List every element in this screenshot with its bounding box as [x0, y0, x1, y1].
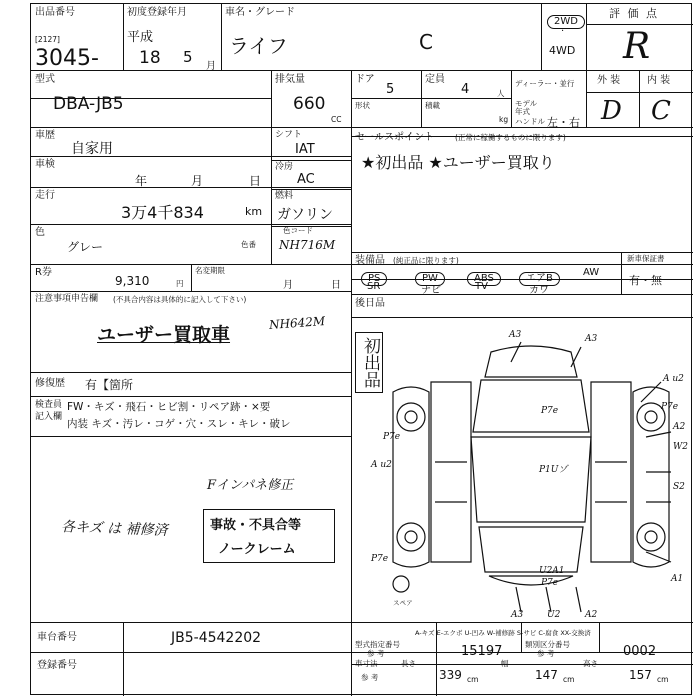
rating-label: 評 価 点	[609, 7, 659, 20]
rating-int: C	[651, 96, 671, 126]
len-unit: cm	[467, 675, 479, 684]
sales-label: セールスポイント	[355, 132, 435, 143]
notes-sub: (不具合内容は具体的に記入して下さい)	[113, 295, 247, 304]
warranty-label: 新車保証書	[627, 254, 665, 263]
usage-label: 車歴	[35, 130, 55, 141]
mark-18: P7e	[541, 578, 559, 588]
inspector-label2: 記入欄	[35, 412, 63, 422]
chassis-label: 車台番号	[37, 632, 77, 643]
equip-abs: ABS	[467, 266, 501, 286]
first-reg-year: 18	[139, 48, 161, 68]
mark-6: S2	[673, 482, 685, 492]
mark-13: P7e	[383, 432, 401, 442]
first-reg-label: 初度登録年月	[127, 7, 187, 18]
color-code: NH716M	[279, 238, 336, 252]
equip-sr: SR	[367, 281, 381, 292]
inspection-day-unit: 日	[249, 174, 262, 188]
mark-5: W2	[673, 442, 688, 452]
car-name: ライフ	[229, 34, 288, 58]
recycle-label: R券	[35, 267, 52, 278]
first-reg-month: 5	[183, 48, 193, 66]
model-label: 型式	[35, 74, 55, 85]
mark-1: A3	[509, 330, 522, 340]
mark-12: P7e	[541, 406, 559, 416]
rating-int-label: 内 装	[647, 75, 671, 86]
equipment-sub: (純正品に限ります)	[393, 256, 459, 265]
equip-navi: ナビ	[421, 285, 441, 296]
inspection-year-unit: 年	[135, 174, 148, 188]
handle-value: 左・右	[547, 116, 580, 129]
repair-label: 修復歴	[35, 378, 65, 389]
chassis-value: JB5-4542202	[171, 630, 262, 646]
w-unit: cm	[563, 675, 575, 684]
fuel-label: 燃料	[275, 191, 294, 201]
notes-label: 注意事項申告欄	[35, 294, 99, 304]
mark-11: A u2	[371, 460, 392, 470]
mark-7: A1	[671, 574, 684, 584]
damage-diagram	[371, 322, 691, 622]
displacement-label: 排気量	[275, 74, 305, 85]
car-label: 車名・グレード	[225, 7, 295, 18]
inspection-label: 車検	[35, 159, 55, 170]
type-cert-value: 15197	[461, 644, 503, 659]
load-label: 積載	[425, 101, 440, 110]
shift-label: シフト	[275, 130, 303, 140]
disclaimer-line2: ノークレーム	[218, 542, 296, 557]
inspection-month-unit: 月	[191, 174, 204, 188]
h-value: 157	[629, 668, 652, 682]
mark-14: P7e	[661, 402, 679, 412]
equip-aw: AW	[583, 267, 600, 278]
doors-value: 5	[386, 82, 395, 97]
displacement-unit: CC	[331, 115, 342, 124]
inspector-label1: 検査員	[35, 400, 63, 410]
inspector-row1: FW・キズ・飛石・ヒビ割・リペア跡・×要	[67, 401, 271, 413]
equip-pw: PW	[415, 266, 445, 286]
name-change-label: 名変期限	[195, 266, 225, 275]
color-num-label: 色番	[241, 240, 256, 249]
mark-9: U2	[547, 610, 561, 620]
usage-value: 自家用	[71, 141, 113, 157]
handle-label: ハンドル	[515, 117, 545, 126]
drive-2wd: 2WD	[547, 9, 585, 29]
drive-4wd: 4WD	[549, 44, 576, 57]
w-value: 147	[535, 668, 558, 682]
mark-4: A2	[673, 422, 686, 432]
name-change-day: 日	[331, 280, 341, 291]
equipment-label: 装備品	[355, 255, 385, 266]
type-cert-sub: 参 考	[367, 649, 385, 658]
rear-seat-label: 後日品	[355, 298, 385, 309]
memo-hand1: Fインパネ修正	[207, 478, 294, 493]
color-value: グレー	[67, 240, 104, 254]
displacement-value: 660	[293, 94, 326, 114]
doors-label: ドア	[355, 74, 375, 85]
mark-16: P1Uゾ	[539, 465, 568, 475]
ac-label: 冷房	[275, 162, 294, 172]
mark-17: U2A1	[539, 566, 565, 576]
mark-8: A3	[511, 610, 524, 620]
auction-sheet	[30, 3, 692, 695]
lot-label: 出品番号	[35, 7, 75, 18]
first-reg-era: 平成	[127, 30, 154, 45]
mark-10: A2	[585, 610, 598, 620]
warranty-value: 有・無	[629, 274, 662, 287]
color-code-label: 色コード	[283, 226, 313, 235]
load-unit: kg	[499, 115, 509, 124]
color-label: 色	[35, 227, 45, 238]
recycle-unit: 円	[176, 279, 184, 288]
capacity-unit: 人	[497, 89, 505, 98]
shift-value: IAT	[295, 142, 315, 157]
type-cert-label: 型式指定番号	[355, 640, 400, 649]
recycle-value: 9,310	[115, 274, 150, 288]
shape-label: 形状	[355, 101, 370, 110]
equip-tv: TV	[475, 281, 488, 292]
model-year-label: モデル 年式	[515, 99, 538, 116]
h-unit: cm	[657, 675, 669, 684]
mark-15: P7e	[371, 554, 389, 564]
dealer-label: ディーラー・並行	[515, 79, 575, 88]
memo-hand2: 各キズ は 補修済	[60, 519, 168, 539]
model-value: DBA-JB5	[53, 94, 124, 114]
rating-ext: D	[601, 96, 622, 126]
disclaimer-line1: 事故・不具合等	[210, 518, 302, 533]
car-grade: C	[419, 30, 433, 54]
mark-3: A u2	[663, 374, 684, 384]
repair-value: 有【箇所	[85, 378, 134, 392]
capacity-label: 定員	[425, 74, 445, 85]
mileage-label: 走行	[35, 190, 55, 201]
mark-2: A3	[585, 334, 598, 344]
mileage-unit: km	[245, 205, 263, 218]
registration-label: 登録番号	[37, 660, 77, 671]
notes-value: ユーザー買取車	[97, 324, 231, 346]
first-reg-month-unit: 月	[206, 61, 216, 72]
equip-airbag: エアB	[519, 266, 560, 286]
sales-value: ★初出品 ★ユーザー買取り	[361, 153, 555, 172]
equip-ps: PS	[361, 266, 387, 286]
ac-value: AC	[297, 172, 315, 187]
fuel-value: ガソリン	[277, 207, 333, 223]
rating-ext-label: 外 装	[597, 75, 621, 86]
notes-handwrite: NH642M	[268, 314, 326, 332]
capacity-value: 4	[461, 82, 470, 97]
lot-sub: [2127]	[35, 35, 60, 44]
mark-spare: スペア	[393, 599, 413, 607]
car-outline	[371, 322, 691, 622]
lot-number: 3045-	[35, 46, 99, 71]
sales-sub: (正常に稼働するものに限ります)	[455, 133, 566, 142]
inspector-row2: 内装 キズ・汚レ・コゲ・穴・スレ・キレ・破レ	[67, 418, 291, 430]
disclaimer-box	[203, 509, 335, 563]
category-value: 0002	[623, 644, 657, 659]
first-listing-badge: 初出品	[355, 332, 383, 393]
legend: A-キズ E-エクボ U-凹み W-補修跡 S-サビ C-腐食 XX-交換済	[415, 629, 591, 637]
mileage-value: 3万4千834	[121, 203, 204, 222]
category-sub: 参 考	[537, 649, 555, 658]
category-label: 類別区分番号	[525, 640, 570, 649]
len-value: 339	[439, 668, 462, 682]
drive-sep: ·	[561, 26, 565, 37]
dimensions-sub: 参 考	[361, 673, 379, 682]
name-change-month: 月	[283, 280, 293, 291]
equip-leather: カワ	[529, 285, 549, 296]
rating-score: R	[623, 26, 651, 67]
